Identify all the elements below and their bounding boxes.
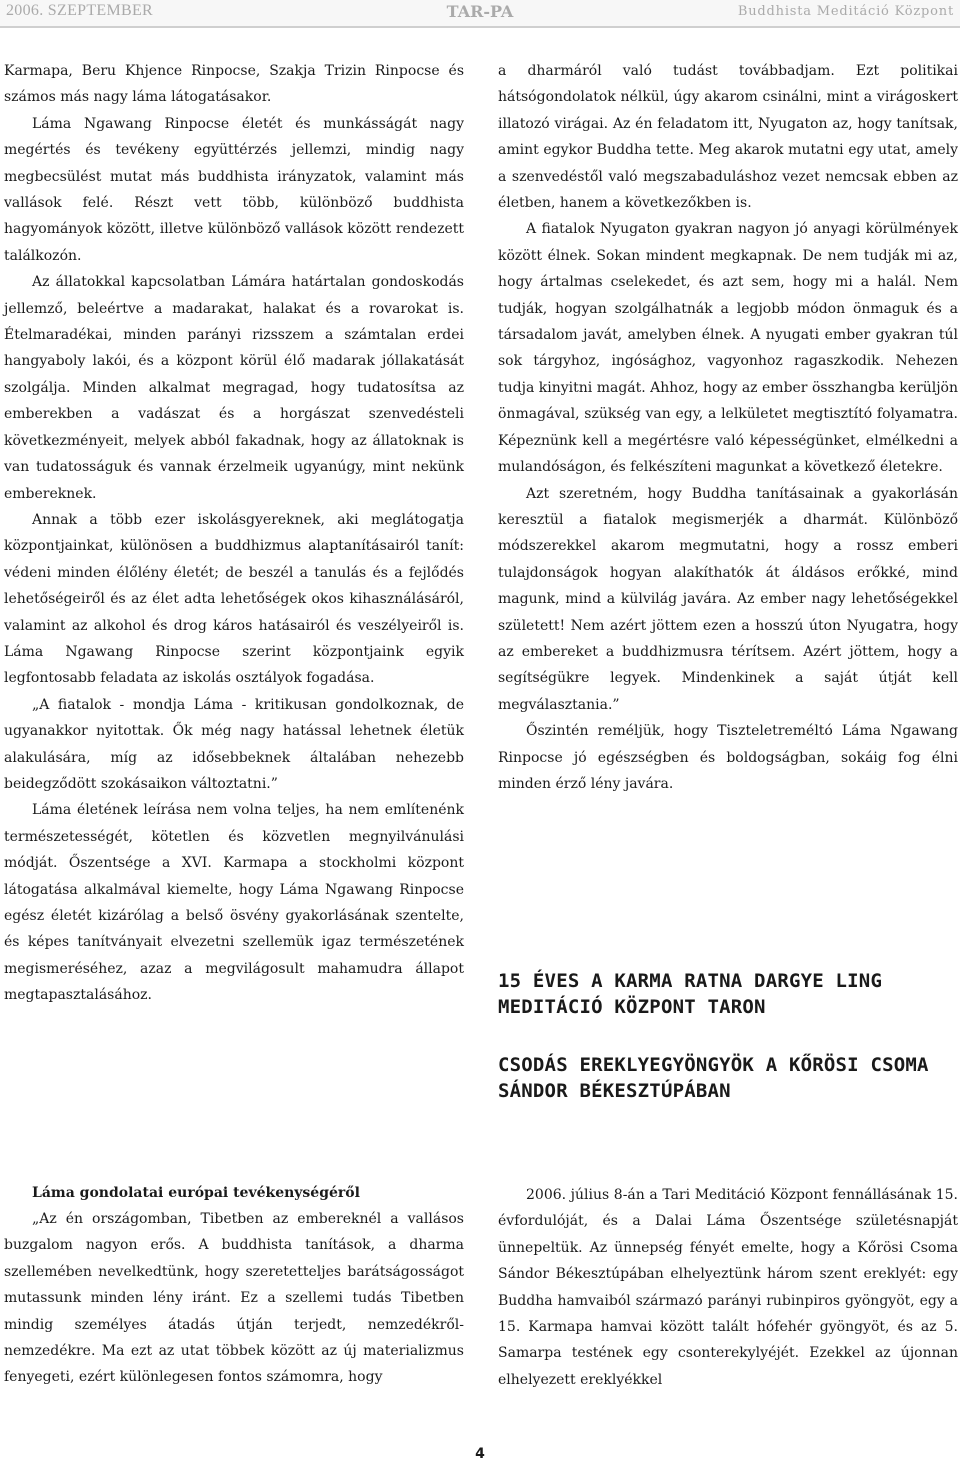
paragraph: A fiatalok Nyugaton gyakran nagyon jó anyagi körülmények között élnek. Sokan mindent megkapnak. De nem tudják mi az, hogy ártalmas cselekedet, és azt sem, hogy mi a halál. Nem tudják, hogyan szolgálhatnák a legjobb módon önmaguk és a társadalom javát, amelyben élnek. A nyugati ember gyakran túl sok tárgyhoz, ingósághoz, vagyonhoz ragaszkodik. Nehezen tudja kinyitni magát. Ahhoz, hogy az ember összhangba kerüljön önmagával, szükség van egy, a lelkületet megtisztító folyamatra. Képeznünk kell a megértésre való képességünket, elmélkedni a mulandóságon, és felkészíteni magunkat a következő életekre.: [498, 221, 958, 476]
paragraph: Azt szeretném, hogy Buddha tanításainak a gyakorlásán keresztül a fiatalok megismerjék a dharmát. Különböző módszerekkel akarom megmutatni, hogy a rossz emberi tulajdonságok hogyan alakíthatók át áldásos erőkké, mind magunk, mind a külvilág javára. Az ember nagy lehetőségekkel született! Nem azért jöttem ezen a hosszú úton Nyugatra, hogy az embereket a buddhizmusra térítsem. Azért jöttem, hogy a segítségükre legyek. Mindenkinek a saját útját kell megválasztania.”: [498, 485, 958, 713]
header-date: 2006. SZEPTEMBER: [6, 2, 154, 19]
right-column: [498, 58, 958, 797]
quote-paragraph: „A fiatalok - mondja Láma - kritikusan gondolkoznak, de ugyanakkor nyitottak. Ők még nagy hatással lehetnek életük alakulására, míg az idősebbeknek általában nehezebb beidegződött szokásaikon változtatni.”: [4, 696, 464, 792]
header-publication: TAR-PA: [446, 2, 514, 21]
paragraph: a dharmáról való tudást továbbadjam. Ezt politikai hátsógondolatok nélkül, úgy akarom csinálni, mint a virágoskert illatozó virágai. Az én feladatom itt, Nyugaton az, hogy tanítsak, amint egykor Buddha tette. Meg akarok mutatni egy utat, amely a szenvedéstől való megszabaduláshoz vezet nemcsak ebben az életben, hanem a következőkben is.: [498, 63, 958, 212]
article-heading: 15 ÉVES A KARMA RATNA DARGYE LING MEDITÁCIÓ KÖZPONT TARON: [498, 970, 883, 1018]
left-column-section: [4, 1180, 464, 1391]
paragraph: Őszintén reméljük, hogy Tiszteletreméltó Láma Ngawang Rinpocse jó egészségben és boldogságban, sokáig fog élni minden érző lény javára.: [498, 723, 958, 792]
page-number: 4: [475, 1446, 485, 1462]
paragraph: Láma életének leírása nem volna teljes, ha nem említenénk természetességét, kötetlen és közvetlen megnyilvánulási módját. Őszentsége a XVI. Karmapa a stockholmi központ látogatása alkalmával kiemelte, hogy Láma Ngawang Rinpocse egész életét kizárólag a belső ösvény gyakorlásának szentelte, és képes tanítványait elvezetni szellemük igaz természetének megismeréséhez, azaz a megvilágosult mahamudra állapot megtapasztalásához.: [4, 802, 464, 1004]
header-section: Buddhista Meditáció Központ: [737, 4, 954, 19]
paragraph: Karmapa, Beru Khjence Rinpocse, Szakja Trizin Rinpocse és számos más nagy láma látogatásakor.: [4, 63, 464, 106]
paragraph: 2006. július 8-án a Tari Meditáció Központ fennállásának 15. évfordulóját, és a Dalai Láma Őszentsége születésnapját ünnepeltük. Az ünnepség fényét emelte, hogy a Kőrösi Csoma Sándor Békesztúpában elhelyeztünk három szent ereklyét: egy Buddha hamvaiból származó parányi rubinpiros gyöngyöt, egy a 15. Karmapa hamvai között talált hófehér gyöngyöt, és az 5. Samarpa testének egy csonterekylyéjét. Ezekkel az újonnan elhelyezett ereklyékkel: [498, 1187, 958, 1388]
paragraph: Láma Ngawang Rinpocse életét és munkásságát nagy megértés és tevékeny együttérzés jellemzi, mindig nagy megbecsülést mutat más buddhista irányzatok, valamint más vallások felé. Részt vett több, különböző buddhista hagyományok között, illetve különböző vallások között rendezett találkozón.: [4, 115, 464, 264]
right-column-section: [498, 1182, 958, 1393]
article-headings: [498, 968, 958, 1104]
paragraph: „Az én országomban, Tibetben az embereknél a vallásos buzgalom nagyon erős. A buddhista tanítások, a dharma szellemében nevelkedtünk, hogy szeretetteljes barátságosságot mutassunk minden lény iránt. Ez a szellemi tudás Tibetben mindig személyes átadás útján terjedt, nemzedékről-nemzedékre. Ma ezt az utat többek között az új materializmus fenyegeti, ezért különlegesen fontos számomra, hogy: [4, 1211, 464, 1386]
paragraph: Annak a több ezer iskolásgyereknek, aki meglátogatja központjainkat, különösen a buddhizmus alaptanításairól tanít: védeni minden élőlény életét; de beszél a tanulás és a fejlődés lehetőségeiről és az élet adta lehetőségek okos kihasználásáról, valamint az alkohol és drog káros hatásairól és veszélyeiről is. Láma Ngawang Rinpocse szerint központjaink egyik legfontosabb feladata az iskolás osztályok fogadása.: [4, 511, 464, 687]
article-heading: CSODÁS EREKLYEGYÖNGYÖK A KŐRÖSI CSOMA SÁNDOR BÉKESZTÚPÁBAN: [498, 1054, 929, 1102]
page-header: [0, 0, 960, 28]
section-subheading: Láma gondolatai európai tevékenységéről: [32, 1185, 360, 1201]
left-column: [4, 58, 464, 1009]
paragraph: Az állatokkal kapcsolatban Lámára határtalan gondoskodás jellemző, beleértve a madarakat, halakat és a rovarokat is. Ételmaradékai, minden parányi rizsszem a számtalan erdei hangyaboly lakói, és a központ körül élő madarak jóllakatását szolgálja. Minden alkalmat megragad, hogy tudatosítsa az emberekben a vadászat és a horgászat szenvedésteli következményeit, melyek abból fakadnak, hogy az állatoknak is van tudatosságuk és vannak érzelmeik ugyanúgy, mint nekünk embereknek.: [4, 274, 464, 502]
